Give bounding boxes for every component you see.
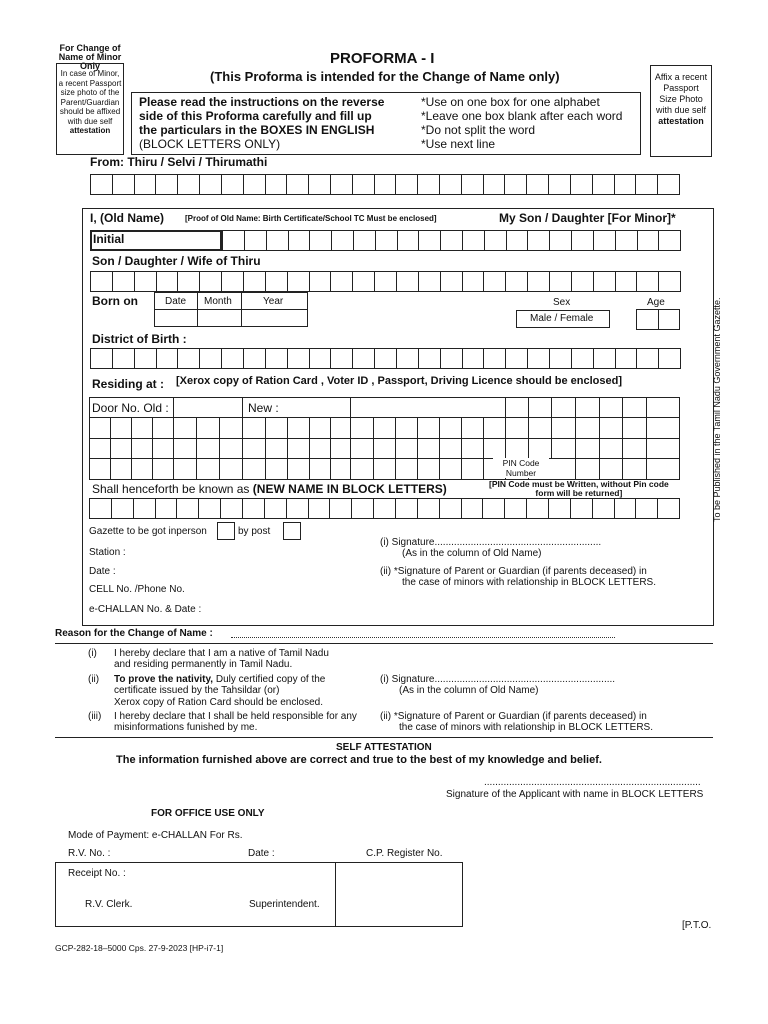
pto-label: [P.T.O. [682, 920, 712, 931]
applicant-photo-box[interactable] [650, 65, 712, 157]
dob-date-label: Date [165, 296, 187, 307]
initial-box[interactable] [90, 230, 222, 251]
declaration-text: misinformations funished by me. [114, 722, 258, 733]
declaration-num: (iii) [88, 711, 102, 722]
photo-note-line: Passport [663, 83, 699, 93]
signature-ii: (ii) *Signature of Parent or Guardian (if parents deceased) in [380, 711, 647, 722]
footer-code: GCP-282-18–5000 Cps. 27-9-2023 [HP-i7-1] [55, 943, 224, 953]
minor-note-line: size photo of the [60, 88, 120, 97]
photo-note-line: Size Photo [659, 94, 703, 104]
born-on-label: Born on [92, 294, 138, 308]
dob-table [154, 292, 308, 327]
father-name-boxes[interactable] [90, 271, 681, 292]
minor-photo-box[interactable] [56, 63, 124, 155]
declaration-text [114, 674, 325, 685]
instructions-box [131, 92, 641, 155]
divider [55, 737, 713, 738]
new-name-prefix: Shall henceforth be known as [92, 482, 250, 496]
instruction-line: Please read the instructions on the reverse [139, 95, 385, 109]
minor-note-line: should be affixed [59, 107, 121, 116]
echallan-label: e-CHALLAN No. & Date : [89, 604, 202, 615]
pin-note [489, 480, 669, 498]
reason-line[interactable] [231, 637, 615, 638]
age-boxes[interactable] [636, 309, 680, 330]
instruction-line: (BLOCK LETTERS ONLY) [139, 137, 281, 151]
receipt-no-label: Receipt No. : [68, 868, 126, 879]
rule-line: *Leave one box blank after each word [421, 109, 623, 123]
by-post-label: by post [238, 526, 271, 537]
sex-label: Sex [553, 297, 571, 308]
signature-1-label: (i) Signature............................................................ [380, 537, 602, 548]
sex-field[interactable] [516, 310, 610, 328]
door-new-label: New : [248, 401, 279, 415]
age-label: Age [647, 297, 665, 308]
office-receipt-box [55, 862, 463, 927]
from-label: From: Thiru / Selvi / Thirumathi [90, 155, 268, 169]
address-grid[interactable] [89, 397, 680, 480]
declaration-text: I hereby declare that I shall be held responsible for any [114, 711, 357, 722]
photo-note-line: Affix a recent [654, 72, 708, 82]
declaration-text: Xerox copy of Ration Card should be enclosed. [114, 697, 324, 708]
office-date-label: Date : [248, 848, 275, 859]
pin-note-line: [PIN Code must be Written, without Pin code [489, 479, 669, 489]
page-title: PROFORMA - I [330, 50, 435, 67]
gazette-label: Gazette to be got inperson [89, 526, 207, 537]
applicant-signature-line[interactable]: .............................................................................. [484, 777, 701, 788]
door-old-label: Door No. Old : [92, 401, 169, 415]
old-name-proof-note: [Proof of Old Name: Birth Certificate/School TC Must be enclosed] [185, 214, 437, 223]
new-name-boxes[interactable] [89, 498, 680, 519]
pin-label-line: PIN Code [502, 458, 540, 468]
minor-note-line: attestation [69, 126, 111, 135]
cp-register-label: C.P. Register No. [366, 848, 443, 859]
pin-note-line: form will be returned] [535, 488, 623, 498]
sex-value: Male / Female [530, 313, 594, 324]
instruction-line: side of this Proforma carefully and fill up [139, 109, 372, 123]
cell-label: CELL No. /Phone No. [89, 584, 185, 595]
instruction-line: the particulars in the BOXES IN ENGLISH [139, 123, 375, 137]
divider [55, 643, 713, 644]
minor-only-label: For Change of Name of Minor Only [58, 43, 122, 71]
minor-note-line: Parent/Guardian [60, 97, 120, 107]
inperson-checkbox[interactable] [217, 522, 235, 540]
nativity-bold: To prove the nativity, [114, 674, 214, 685]
son-of-label: Son / Daughter / Wife of Thiru [92, 254, 261, 268]
rule-line: *Use next line [421, 137, 496, 151]
minor-note-line: a recent Passport [58, 78, 122, 88]
dob-month-label: Month [204, 296, 232, 307]
rv-clerk-label: R.V. Clerk. [85, 899, 133, 910]
initial-label: Initial [93, 232, 125, 246]
old-name-label: I, (Old Name) [90, 211, 165, 225]
residing-note: [Xerox copy of Ration Card , Voter ID , Passport, Driving Licence should be enclosed] [176, 375, 622, 387]
signature-i-note: (As in the column of Old Name) [399, 685, 539, 696]
new-name-label [92, 482, 447, 496]
applicant-signature-label: Signature of the Applicant with name in BLOCK LETTERS [446, 789, 704, 800]
rule-line: *Use on one box for one alphabet [421, 95, 600, 109]
superintendent-label: Superintendent. [249, 899, 320, 910]
reason-label: Reason for the Change of Name : [55, 628, 213, 639]
dob-date-input[interactable] [155, 310, 197, 326]
side-gazette-note: To be Published in the Tamil Nadu Government Gazette. [712, 297, 722, 522]
signature-2-note: the case of minors with relationship in BLOCK LETTERS. [402, 577, 656, 588]
signature-i: (i) Signature................................................................. [380, 674, 616, 685]
self-attestation-title: SELF ATTESTATION [336, 742, 432, 753]
signature-2-label: (ii) *Signature of Parent or Guardian (if parents deceased) in [380, 566, 647, 577]
dob-month-input[interactable] [198, 310, 241, 326]
dob-year-input[interactable] [242, 310, 307, 326]
declaration-num: (ii) [88, 674, 100, 685]
declaration-num: (i) [88, 648, 97, 659]
dob-year-label: Year [263, 296, 284, 307]
my-son-label: My Son / Daughter [For Minor]* [499, 211, 676, 225]
new-name-bold: (NEW NAME IN BLOCK LETTERS) [252, 482, 447, 496]
residing-label: Residing at : [92, 377, 165, 391]
declaration-text: certificate issued by the Tahsildar (or) [114, 685, 280, 696]
minor-note-line: with due self [67, 116, 113, 126]
nativity-text: Duly certified copy of the [213, 674, 326, 685]
district-label: District of Birth : [92, 332, 187, 346]
office-use-title: FOR OFFICE USE ONLY [151, 808, 265, 819]
photo-note-line: with due self [655, 105, 707, 115]
payment-mode: Mode of Payment: e-CHALLAN For Rs. [68, 830, 243, 841]
by-post-checkbox[interactable] [283, 522, 301, 540]
page-subtitle: (This Proforma is intended for the Change of Name only) [210, 69, 560, 84]
pin-label-line: Number [505, 468, 537, 478]
self-attestation-statement: The information furnished above are correct and true to the best of my knowledge and belief. [116, 754, 602, 766]
minor-note-line: In case of Minor, [60, 69, 120, 78]
signature-1-note: (As in the column of Old Name) [402, 548, 542, 559]
rv-no-label: R.V. No. : [68, 848, 111, 859]
district-boxes[interactable] [90, 348, 681, 369]
pin-code-label [493, 458, 549, 478]
declaration-text: and residing permanently in Tamil Nadu. [114, 659, 293, 670]
declaration-text: I hereby declare that I am a native of Tamil Nadu [114, 648, 329, 659]
from-name-boxes[interactable] [90, 174, 680, 195]
rule-line: *Do not split the word [421, 123, 536, 137]
station-label: Station : [89, 547, 126, 558]
photo-note-line: attestation [658, 116, 704, 126]
signature-ii-note: the case of minors with relationship in BLOCK LETTERS. [399, 722, 653, 733]
date-label: Date : [89, 566, 116, 577]
